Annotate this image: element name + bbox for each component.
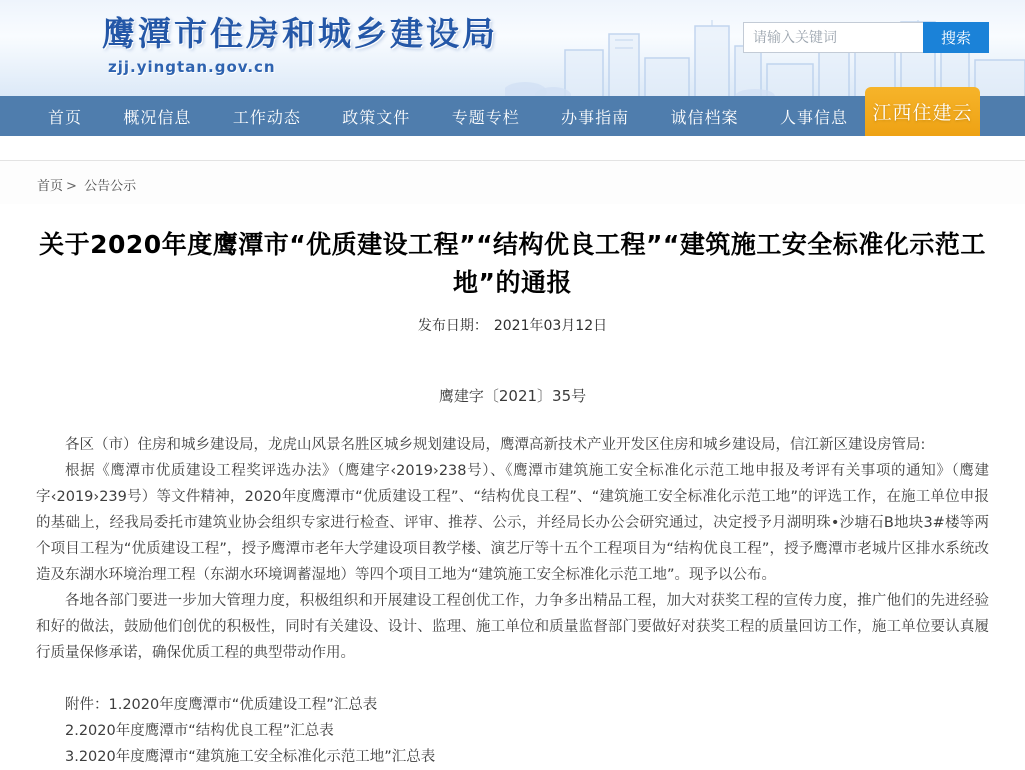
attachment-item-2: 2.2020年度鹰潭市“结构优良工程”汇总表 (65, 723, 334, 739)
paragraph-requirements: 各地各部门要进一步加大管理力度，积极组织和开展建设工程创优工作，力争多出精品工程，加大对获奖工程的宣传力度，推广他们的先进经验和好的做法，鼓励他们创优的积极性，同时有关建设、设计、监理、施工单位和质量监督部门要做好对获奖工程的质量回访工作，施工单位要认真履行质量保修承诺，确保优质工程的典型带动作用。 (36, 593, 989, 661)
attachments-list (36, 692, 989, 770)
nav-item-home[interactable]: 首页 (48, 107, 83, 127)
nav-item-policy-documents[interactable]: 政策文件 (342, 107, 411, 127)
nav-item-service-guide[interactable]: 办事指南 (561, 107, 630, 127)
main-nav (0, 96, 1025, 136)
nav-item-overview[interactable]: 概况信息 (123, 107, 192, 127)
breadcrumb-current-link[interactable]: 公告公示 (84, 179, 137, 194)
nav-item-credit-archives[interactable]: 诚信档案 (670, 107, 739, 127)
site-title: 鹰潭市住房和城乡建设局 (102, 14, 498, 53)
nav-item-personnel-info[interactable]: 人事信息 (779, 107, 848, 127)
paragraph-award-decision: 根据《鹰潭市优质建设工程奖评选办法》（鹰建字‹2019›238号）、《鹰潭市建筑施工安全标准化示范工地申报及考评有关事项的通知》（鹰建字‹2019›239号）等文件精神，2020年度鹰潭市“优质建设工程”、“结构优良工程”、“建筑施工安全标准化示范工地”的评选工作，在施工单位申报的基础上，经我局委托市建筑业协会组织专家进行检查、评审、推荐、公示，并经局长办公会研究通过，决定授予月湖明珠•沙塘石B地块3#楼等两个项目工程为“优质建设工程”，授予鹰潭市老年大学建设项目教学楼、演艺厅等十五个工程项目为“结构优良工程”，授予鹰潭市老城片区排水系统改造及东湖水环境治理工程（东湖水环境调蓄湿地）等四个项目工地为“建筑施工安全标准化示范工地”。现予以公布。 (36, 463, 989, 583)
search-button[interactable]: 搜索 (923, 22, 989, 53)
site-url: zjj.yingtan.gov.cn (108, 58, 276, 76)
article-body (36, 432, 989, 666)
document-number: 鹰建字〔2021〕35号 (438, 387, 587, 405)
site-header (0, 0, 1025, 96)
article-title: 关于2020年度鹰潭市“优质建设工程”“结构优良工程”“建筑施工安全标准化示范工地”的通报 (39, 230, 986, 297)
search-box (743, 22, 989, 53)
jiangxi-cloud-button[interactable]: 江西住建云 (865, 87, 980, 136)
breadcrumb (0, 160, 1025, 204)
nav-items (48, 105, 848, 128)
breadcrumb-home-link[interactable]: 首页 (37, 179, 64, 194)
search-input[interactable] (743, 22, 923, 53)
publish-date-row (36, 315, 989, 335)
attachment-item-1: 附件：1.2020年度鹰潭市“优质建设工程”汇总表 (65, 697, 378, 713)
paragraph-recipients: 各区（市）住房和城乡建设局，龙虎山风景名胜区城乡规划建设局，鹰潭高新技术产业开发区住房和城乡建设局，信江新区建设房管局: (65, 437, 926, 453)
site-logo (102, 8, 498, 76)
nav-item-special-topics[interactable]: 专题专栏 (451, 107, 520, 127)
publish-date-label: 发布日期： (417, 318, 488, 334)
attachment-item-3: 3.2020年度鹰潭市“建筑施工安全标准化示范工地”汇总表 (65, 749, 436, 765)
publish-date-value: 2021年03月12日 (493, 318, 608, 334)
article (0, 226, 1025, 770)
nav-item-work-news[interactable]: 工作动态 (232, 107, 301, 127)
breadcrumb-separator: > (66, 179, 77, 194)
